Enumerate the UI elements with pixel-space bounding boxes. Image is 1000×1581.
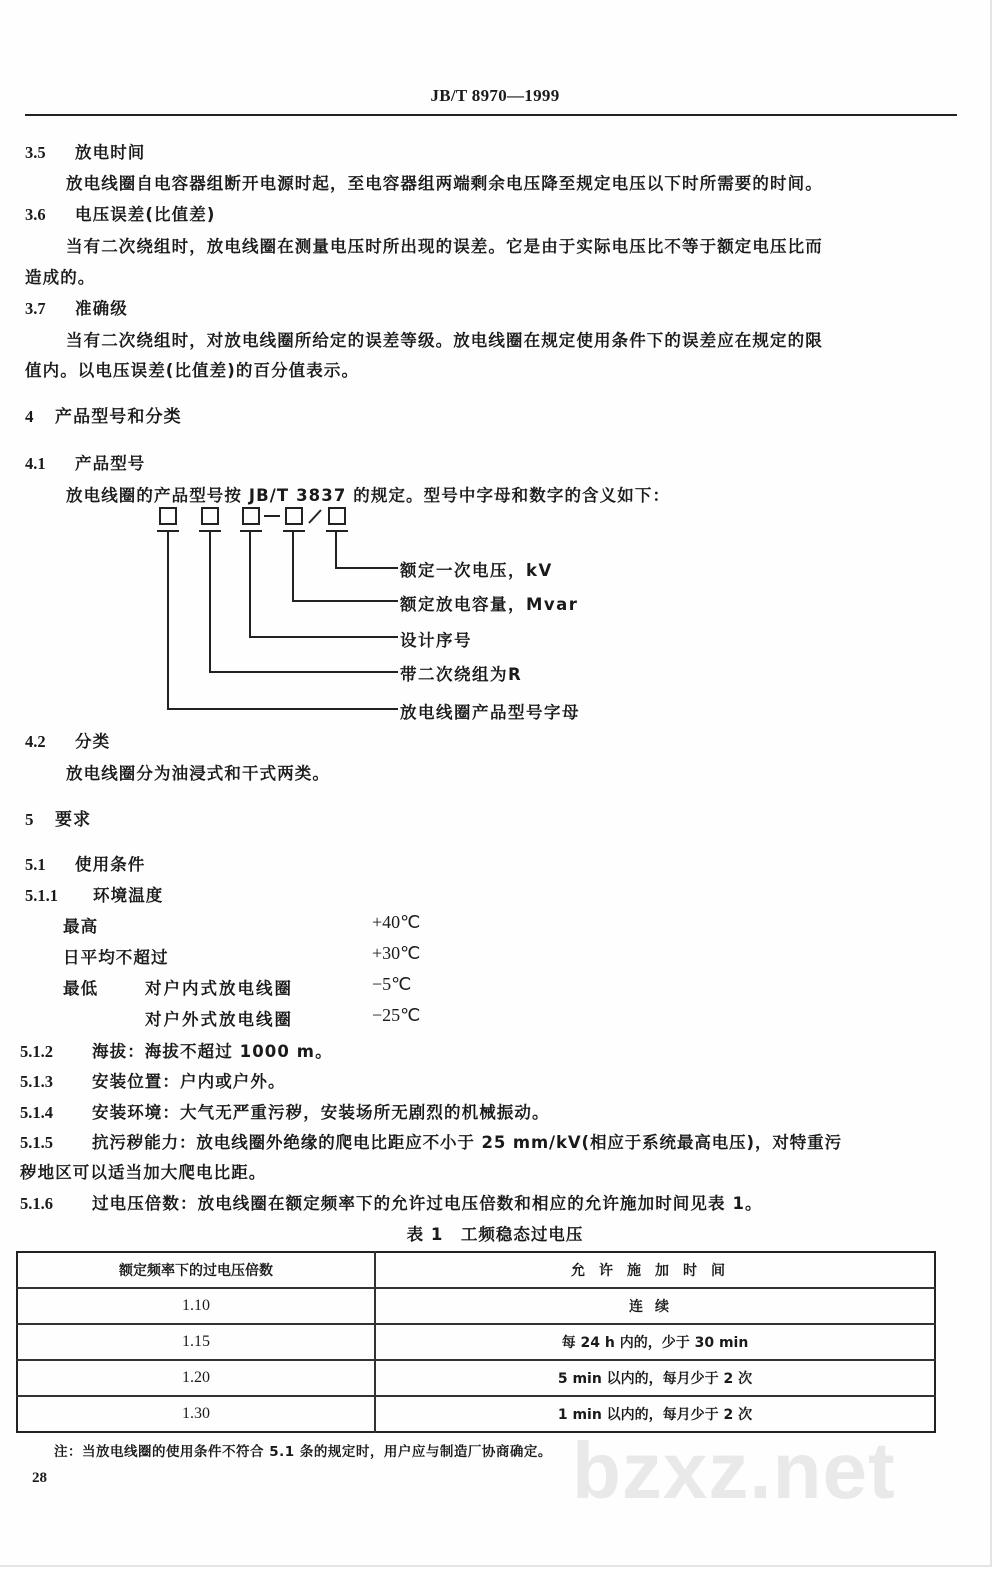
section-number: 4.2 xyxy=(25,732,46,751)
section-3-7-heading xyxy=(25,295,128,319)
section-5-1-heading xyxy=(25,851,145,875)
box-3 xyxy=(243,508,259,524)
table-row xyxy=(17,1288,935,1324)
section-4-1-heading xyxy=(25,450,145,474)
temp-min-outdoor-label: 对户外式放电线圈 xyxy=(145,1010,293,1029)
table-header-overvoltage-factor: 额定频率下的过电压倍数 xyxy=(17,1252,375,1288)
section-3-6-heading xyxy=(25,201,215,225)
section-text: 海拔：海拔不超过 1000 m。 xyxy=(92,1042,333,1061)
table-cell-factor: 1.30 xyxy=(17,1396,375,1432)
section-title: 环境温度 xyxy=(93,886,164,905)
box-4 xyxy=(286,508,302,524)
table-row xyxy=(17,1324,935,1360)
table-cell-factor: 1.15 xyxy=(17,1324,375,1360)
table-row xyxy=(17,1360,935,1396)
table-1-title: 表 1 工频稳态过电压 xyxy=(406,1225,584,1244)
section-5-1-6 xyxy=(20,1190,763,1214)
section-3-7-body-line2: 值内。以电压误差(比值差)的百分值表示。 xyxy=(25,361,360,380)
section-text: 安装位置：户内或户外。 xyxy=(92,1072,286,1091)
diagram-label-rated-discharge-capacity: 额定放电容量，Mvar xyxy=(400,595,579,614)
section-number: 3.5 xyxy=(25,143,46,162)
section-title: 分类 xyxy=(75,732,111,751)
section-3-6-body-line1: 当有二次绕组时，放电线圈在测量电压时所出现的误差。它是由于实际电压比不等于额定电压比而 xyxy=(66,237,823,256)
section-number: 5.1.3 xyxy=(20,1072,53,1091)
header-text: 允许施加时间 xyxy=(571,1263,739,1279)
section-number: 5.1.2 xyxy=(20,1042,53,1061)
section-title: 准确级 xyxy=(75,299,128,318)
table-cell-factor: 1.20 xyxy=(17,1360,375,1396)
table-cell-time: 每 24 h 内的，少于 30 min xyxy=(375,1324,935,1360)
temp-min-outdoor-value: −25℃ xyxy=(372,1005,421,1025)
section-title: 使用条件 xyxy=(75,855,146,874)
table-cell-time: 1 min 以内的，每月少于 2 次 xyxy=(375,1396,935,1432)
page-number: 28 xyxy=(32,1470,47,1486)
section-text: 过电压倍数：放电线圈在额定频率下的允许过电压倍数和相应的允许施加时间见表 1。 xyxy=(92,1194,763,1213)
section-5-1-5-line2: 秽地区可以适当加大爬电比距。 xyxy=(20,1163,267,1182)
section-5-1-3 xyxy=(20,1068,286,1092)
temp-max-value: +40℃ xyxy=(372,912,421,932)
table-cell-factor: 1.10 xyxy=(17,1288,375,1324)
temp-min-indoor-value: −5℃ xyxy=(372,974,412,994)
table-cell-time: 5 min 以内的，每月少于 2 次 xyxy=(375,1360,935,1396)
section-5-1-5-line1 xyxy=(20,1129,842,1153)
section-4-heading xyxy=(25,402,182,427)
section-4-2-body: 放电线圈分为油浸式和干式两类。 xyxy=(66,764,330,783)
table-header-row xyxy=(17,1252,935,1288)
section-3-5-body: 放电线圈自电容器组断开电源时起，至电容器组两端剩余电压降至规定电压以下时所需要的时间。 xyxy=(66,174,823,193)
section-4-1-body: 放电线圈的产品型号按 JB/T 3837 的规定。型号中字母和数字的含义如下： xyxy=(66,486,671,505)
section-3-5-heading xyxy=(25,139,145,163)
section-number: 5.1 xyxy=(25,855,46,874)
section-5-1-4 xyxy=(20,1099,550,1123)
section-number: 3.6 xyxy=(25,205,46,224)
section-number: 5.1.4 xyxy=(20,1103,53,1122)
box-2 xyxy=(202,508,218,524)
section-title: 要求 xyxy=(55,810,92,830)
section-5-1-1-heading xyxy=(25,882,163,906)
section-3-7-body-line1: 当有二次绕组时，对放电线圈所给定的误差等级。放电线圈在规定使用条件下的误差应在规定的限 xyxy=(66,331,823,350)
cell-text: 连续 xyxy=(629,1299,681,1315)
section-3-6-body-line2: 造成的。 xyxy=(25,268,96,287)
section-text: 抗污秽能力：放电线圈外绝缘的爬电比距应不小于 25 mm/kV(相应于系统最高电压)，对特重污 xyxy=(92,1133,842,1152)
section-title: 产品型号 xyxy=(75,454,146,473)
table-1-power-frequency-overvoltage xyxy=(16,1251,936,1433)
box-5 xyxy=(329,508,345,524)
table-cell-time xyxy=(375,1288,935,1324)
section-5-heading xyxy=(25,805,91,830)
standard-code-header: JB/T 8970—1999 xyxy=(430,86,560,105)
diagram-label-design-serial: 设计序号 xyxy=(400,631,472,650)
diagram-label-secondary-winding: 带二次绕组为R xyxy=(400,665,523,684)
section-4-2-heading xyxy=(25,728,110,752)
section-number: 5.1.6 xyxy=(20,1194,53,1213)
temp-daily-avg-label: 日平均不超过 xyxy=(63,948,169,967)
section-title: 产品型号和分类 xyxy=(55,407,182,427)
diagram-label-rated-primary-voltage: 额定一次电压，kV xyxy=(400,561,553,580)
diagram-label-product-letters: 放电线圈产品型号字母 xyxy=(400,703,580,722)
temp-min-label: 最低 xyxy=(63,979,99,998)
table-note: 注：当放电线圈的使用条件不符合 5.1 条的规定时，用户应与制造厂协商确定。 xyxy=(54,1444,552,1460)
header-rule xyxy=(25,114,957,116)
section-number: 5.1.5 xyxy=(20,1133,53,1152)
section-5-1-2 xyxy=(20,1038,333,1062)
temp-daily-avg-value: +30℃ xyxy=(372,943,421,963)
section-text: 安装环境：大气无严重污秽，安装场所无剧烈的机械振动。 xyxy=(92,1103,550,1122)
temp-min-indoor-label: 对户内式放电线圈 xyxy=(145,979,293,998)
section-number: 3.7 xyxy=(25,299,46,318)
temp-max-label: 最高 xyxy=(63,917,99,936)
section-number: 5 xyxy=(25,810,34,829)
section-title: 放电时间 xyxy=(75,143,146,162)
section-number: 4.1 xyxy=(25,454,46,473)
section-number: 4 xyxy=(25,407,34,426)
watermark: bzxz.net xyxy=(572,1426,896,1515)
section-title: 电压误差(比值差) xyxy=(75,205,216,224)
section-number: 5.1.1 xyxy=(25,886,58,905)
table-header-allowed-time xyxy=(375,1252,935,1288)
box-1 xyxy=(160,508,176,524)
